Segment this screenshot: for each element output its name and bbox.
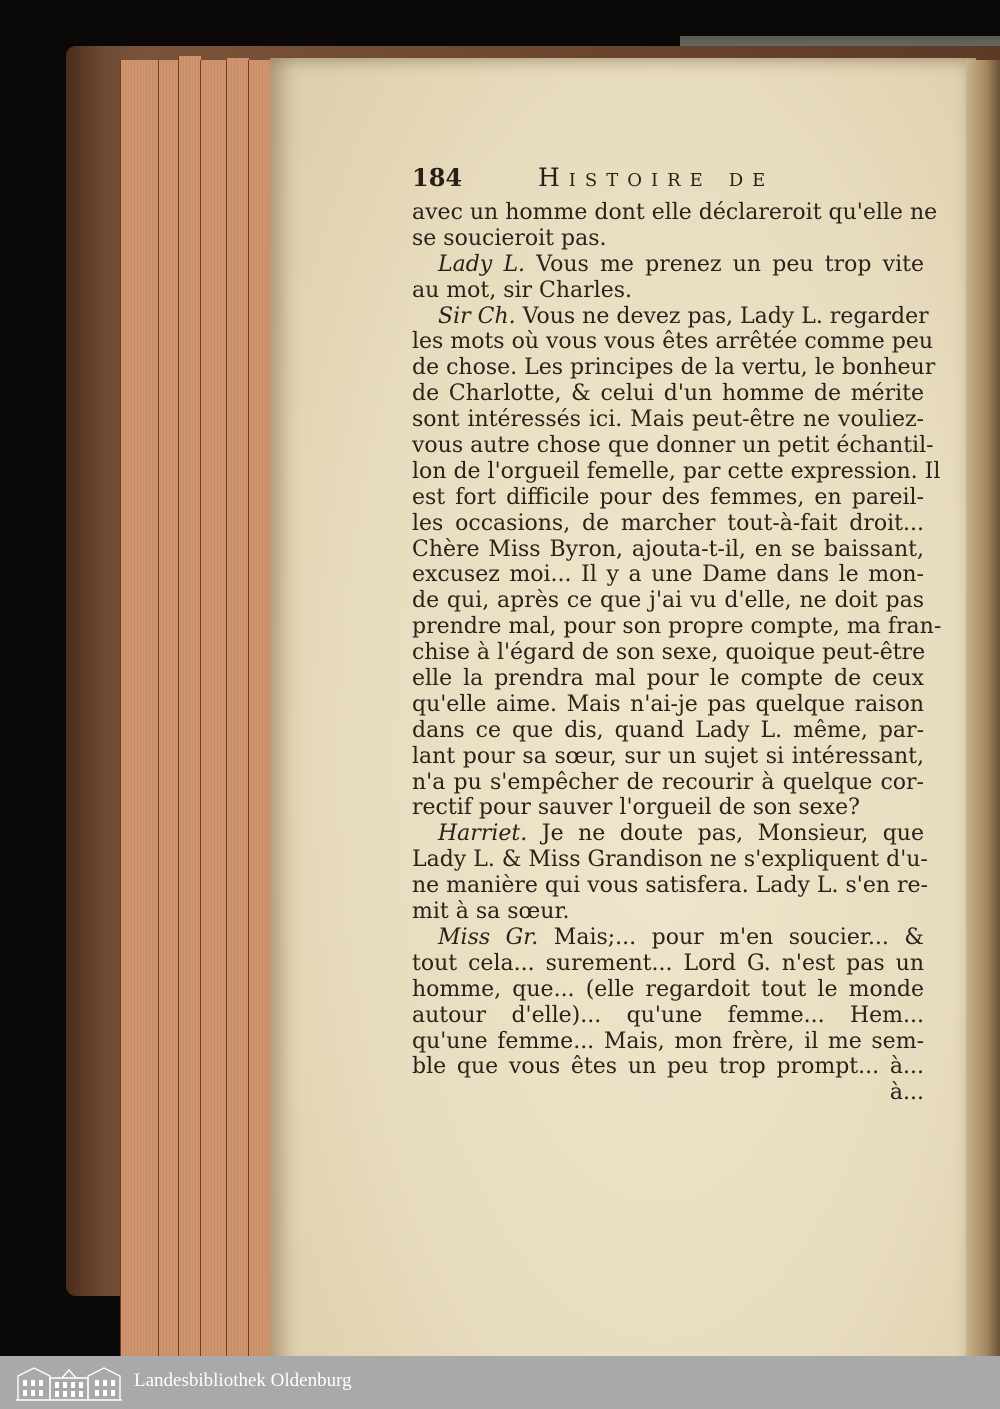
text-line (412, 925, 924, 951)
line-text: se soucieroit pas. (412, 225, 607, 251)
line-text: rectif pour sauver l'orgueil de son sexe? (412, 795, 860, 821)
speaker-name: Miss Gr. (438, 924, 539, 950)
text-line (412, 588, 924, 614)
line-text: qu'une femme... Mais, mon frère, il me sem- (412, 1028, 924, 1054)
line-text: qu'elle aime. Mais n'ai-je pas quelque raison (412, 691, 924, 717)
text-line (412, 433, 934, 459)
library-building-icon (14, 1362, 124, 1402)
line-text: au mot, sir Charles. (412, 277, 633, 303)
line-text: de Charlotte, & celui d'un homme de mérite (412, 381, 924, 407)
line-text: de chose. Les principes de la vertu, le bonheur (412, 355, 936, 381)
running-head: Histoire de (538, 163, 775, 192)
line-text: autour d'elle)... qu'une femme... Hem... (412, 1002, 924, 1028)
line-text: Vous ne devez pas, Lady L. regarder (515, 303, 929, 329)
text-line (412, 252, 924, 278)
text-line (412, 511, 924, 537)
text-line (412, 226, 924, 252)
text-line (412, 873, 928, 899)
speaker-name: Lady L. (438, 251, 526, 277)
text-line (412, 1029, 924, 1055)
catchword: à... (889, 1080, 924, 1106)
text-line (412, 821, 924, 847)
text-line (412, 640, 924, 666)
text-line (412, 1054, 924, 1080)
text-line (412, 355, 936, 381)
text-line (412, 744, 924, 770)
text-line (412, 692, 924, 718)
line-text: Mais;... pour m'en soucier... & (538, 924, 924, 950)
speaker-name: Sir Ch. (438, 303, 516, 329)
text-line (412, 200, 938, 226)
line-text: elle la prendra mal pour le compte de ceux (412, 666, 924, 692)
text-line (412, 278, 924, 304)
text-line (412, 795, 924, 821)
line-text: Vous me prenez un peu trop vite (525, 251, 924, 277)
line-text: ne manière qui vous satisfera. Lady L. s'en re- (412, 873, 928, 899)
body-text (412, 200, 942, 1106)
line-text: dans ce que dis, quand Lady L. même, par- (412, 717, 924, 743)
text-line (412, 485, 924, 511)
line-text: lant pour sa sœur, sur un sujet si intéressant, (412, 743, 924, 769)
text-line (412, 1003, 924, 1029)
page-header (412, 163, 932, 195)
text-line (412, 537, 924, 563)
line-text: Je ne doute pas, Monsieur, que (527, 821, 924, 847)
text-line (412, 381, 924, 407)
text-line (412, 562, 924, 588)
text-line (412, 458, 941, 485)
text-line (412, 770, 924, 796)
line-text: ble que vous êtes un peu trop prompt... à... (412, 1054, 924, 1080)
text-line (412, 303, 929, 330)
text-line (412, 951, 924, 977)
line-text: mit à sa sœur. (412, 899, 570, 925)
line-text: vous autre chose que donner un petit échantil- (412, 433, 934, 459)
facing-page-edge (966, 60, 1000, 1356)
line-text: sont intéressés ici. Mais peut-être ne vouliez- (412, 407, 924, 433)
footer-bar (0, 1356, 1000, 1409)
line-text: de qui, après ce que j'ai vu d'elle, ne doit pas (412, 588, 924, 614)
text-line (412, 977, 924, 1003)
page-number: 184 (412, 163, 463, 192)
text-line (412, 666, 924, 692)
line-text: Lady L. & Miss Grandison ne s'expliquent d'u- (412, 847, 928, 873)
line-text: excusez moi... Il y a une Dame dans le mon- (412, 562, 924, 588)
line-text: homme, que... (elle regardoit tout le monde (412, 976, 924, 1002)
text-line (412, 718, 924, 744)
text-line (412, 329, 934, 355)
line-text: lon de l'orgueil femelle, par cette expression. Il (412, 458, 941, 484)
text-line (412, 847, 928, 873)
line-text: Chère Miss Byron, ajouta-t-il, en se baissant, (412, 536, 924, 562)
text-line (412, 614, 942, 640)
line-text: tout cela... surement... Lord G. n'est pas un (412, 950, 924, 976)
library-name: Landesbibliothek Oldenburg (134, 1370, 352, 1391)
line-text: chise à l'égard de son sexe, quoique peut-être (412, 640, 926, 666)
text-line (412, 407, 924, 433)
line-text: n'a pu s'empêcher de recourir à quelque cor- (412, 769, 924, 795)
page-edges (120, 60, 280, 1356)
line-text: les mots où vous vous êtes arrêtée comme peu (412, 329, 934, 355)
line-text: avec un homme dont elle déclareroit qu'elle ne (412, 200, 938, 225)
text-line (412, 899, 924, 925)
line-text: est fort difficile pour des femmes, en pareil- (412, 484, 924, 510)
speaker-name: Harriet. (438, 821, 528, 847)
line-text: les occasions, de marcher tout-à-fait droit... (412, 510, 924, 536)
line-text: prendre mal, pour son propre compte, ma fran- (412, 614, 942, 640)
